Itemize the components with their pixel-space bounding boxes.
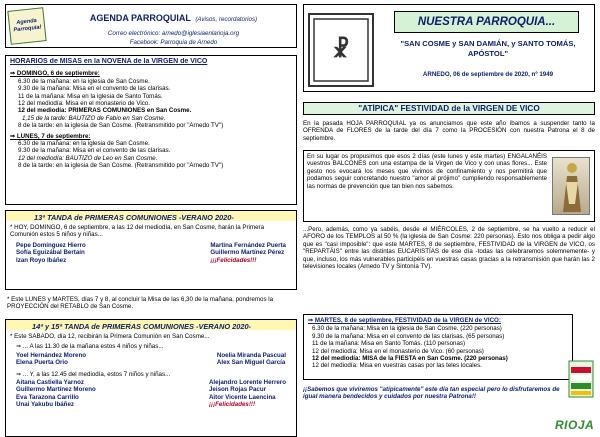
retablo-note: * Este LUNES y MARTES, días 7 y 8, al concluir la Misa de las 6,30 de la mañana, pondremos la PROYECCIÓN del RETABLO de San Cosme. [7, 296, 274, 311]
svg-text:☧: ☧ [332, 37, 350, 62]
parish-title: NUESTRA PARROQUIA... [417, 16, 556, 28]
list-item: Pepe Domínguez Hierro [16, 241, 86, 249]
agenda-logo [7, 7, 46, 45]
arrow-right-icon: ⇒ [16, 343, 23, 351]
rioja-watermark: RIOJA [555, 418, 595, 432]
tanda13-heading: 13ª TANDA de PRIMERAS COMUNIONES -VERANO 2020- [34, 213, 234, 222]
agenda-title: AGENDA PARROQUIAL [89, 13, 191, 23]
rioja-logo [567, 359, 595, 399]
parish-name: "SAN COSME y SAN DAMIÁN, y SANTO TOMÁS, APÓSTOL" [400, 39, 576, 58]
balcones-paragraph: En su lugar os propusimos que esos 2 días (este lunes y este martes) ENGALANÉIS vuestros BALCONES con una estampa de la Virgen de Vico y con unas flores... Este gesto nos evocará los meses que vivimos de confinamiento y nos permitirá que podamos seguir concretando nuestro "amor al prójimo" cumpliendo responsablemente las normas de prevención que tan bien nos sabemos. [307, 153, 547, 190]
list-item: Elena Puerta Orio [16, 359, 68, 367]
list-item: Guillermo Martínez Moreno [16, 386, 96, 394]
list-item: 9.30 de la mañana: Misa en el convento de las clarisas. [18, 85, 171, 93]
virgin-image [552, 157, 590, 215]
list-item: 12 del mediodía: BAUTIZO de Leo en San Cosme. [18, 154, 158, 162]
rioja-flag-icon [567, 359, 595, 399]
tanda14-names2 [10, 378, 292, 410]
list-item: 6.30 de la mañana: Misa en la iglesia de San Cosme. (220 personas) [312, 325, 502, 333]
tanda14-intro: * Este SÁBADO, día 12, recibirán la Primera Comunión en San Cosme... [10, 333, 210, 340]
aforo-paragraph: ...Pero, además, como ya sabéis, desde el MIÉRCOLES, 2 de septiembre, se ha vuelto a reducir el AFORO de los TEMPLOS al 50 % (la iglesia de San Cosme: 220 personas). Esto nos obliga a pedir algo que es "casi imposible": que este MARTES, 8 de septiembre, FESTIVIDAD de la VIRGEN de VICO, os "REPARTÁIS" entre las distintas EUCARISTÍAS de ese día -todas las celebraremos solemnemente- y que, incluso, los más vulnerables participéis en vuestras casas gracias a la retransmisión que harán las 2 televisiones locales (Arnedo TV y Sintonía TV). [303, 226, 595, 271]
martes-title: ⇒ MARTES, 8 de septiembre, FESTIVIDAD de la VIRGEN de VICO: [308, 317, 501, 324]
list-item: ¡¡¡Felicidades!!! [210, 256, 257, 264]
list-item: 8 de la tarde: en la iglesia de San Cosme. (Retransmitido por "Arnedo TV") [18, 122, 224, 130]
domingo-list [10, 78, 292, 130]
parish-logo [308, 13, 374, 87]
arrow-right-icon: ⇒ [10, 132, 17, 140]
list-item: Sofía Eguizábal Bertaín [16, 249, 85, 257]
list-item: 1,15 de la tarde: BAUTIZO de Fabio en San Cosme. [22, 114, 166, 122]
parish-seal-icon [310, 15, 372, 85]
arrow-right-icon: ⇒ [308, 317, 315, 324]
tanda14-names1 [10, 351, 292, 368]
agenda-facebook: Facebook: Parroquia de Arnedo [129, 39, 218, 47]
list-item: Alejandro Lorente Herrero [208, 379, 286, 387]
tanda14-sub1: ⇒ ... A las 11.30 de la mañana estos 4 niños y niñas... [16, 343, 164, 351]
list-item: 9.30 de la mañana: Misa en el convento de las clarisas. (65 personas) [312, 332, 505, 340]
tanda14-sub2: ⇒ ... Y, a las 12.45 del mediodía, estos 7 niños y niñas... [16, 370, 171, 378]
list-item: 12 del mediodía: Misa en el monasterio de Vico. [18, 100, 150, 108]
list-item: Jeison Rojas Pacur [208, 386, 267, 394]
list-item: Alex San Miguel García [216, 359, 286, 367]
tanda13-box [5, 210, 297, 290]
list-item: ¡¡¡Felicidades!!! [208, 401, 256, 409]
agenda-subtitle: (Avisos, recordatorios) [195, 16, 258, 23]
list-item: 6.30 de la mañana: en la iglesia de San Cosme. [18, 77, 150, 85]
horarios-box [5, 55, 297, 205]
tanda13-names [10, 242, 292, 264]
fest-heading-box [303, 102, 595, 115]
domingo-title: ⇒ DOMINGO, 6 de septiembre: [10, 70, 100, 78]
list-item: 11 de la mañana: Misa en Santo Tomás. (110 personas) [312, 340, 466, 348]
list-item: 8 de la tarde: en la iglesia de San Cosme. (Retransmitido por "Arnedo TV") [18, 162, 224, 170]
list-item: 12 del mediodía: MISA de la FIESTA en San Cosme. (220 personas) [312, 355, 508, 363]
martes-box [303, 314, 573, 380]
list-item: 11 de la mañana: Misa en la iglesia de Santo Tomás. [18, 92, 163, 100]
list-item: Unai Yakubu Ibáñez [16, 401, 74, 409]
balcones-box [303, 150, 595, 222]
list-item: Izan Royo Ibáñez [16, 256, 67, 264]
list-item: Eva Tarazona Carrillo [16, 393, 79, 401]
list-item: 12 del mediodía: PRIMERAS COMUNIONES en San Cosme. [18, 107, 192, 115]
agenda-email: Correo electrónico: arnedo@iglesiaenlarioja.org [107, 30, 240, 37]
agenda-header [5, 4, 297, 48]
list-item: Yoel Hernández Moreno [16, 351, 87, 359]
list-item: Guillermo Martínez Pérez [210, 249, 285, 257]
closing-text: ¡¡Sabemos que viviremos "atípicamente" este día tan especial pero lo disfrutaremos de igual manera bendecidos y cuidados por nuestra Patrona!! [303, 386, 560, 401]
issue-date: ARNEDO, 06 de septiembre de 2020, nº 1949 [422, 71, 554, 78]
tanda14-heading: 14ª y 15ª TANDA de PRIMERAS COMUNIONES -VERANO 2020- [32, 322, 252, 331]
fest-heading: "ATÍPICA" FESTIVIDAD de la VIRGEN DE VICO [358, 104, 540, 113]
list-item: 6.30 de la mañana: en la iglesia de San Cosme. [18, 140, 150, 148]
intro-paragraph: En la pasada HOJA PARROQUIAL ya os anunciamos que este año íbamos a suspender tanto la OFRENDA de FLORES de la tarde del día 7 como la PROCESIÓN con nuestra Patrona el 8 de septiembre. [303, 120, 595, 142]
lunes-title: ⇒ LUNES, 7 de septiembre: [10, 132, 91, 140]
list-item: Martina Fernández Puerta [210, 241, 286, 249]
list-item: 9.30 de la mañana: Misa en el convento de las clarisas. [18, 147, 171, 155]
virgin-statue-icon [553, 158, 591, 216]
agenda-logo-text: Agenda Parroquial [13, 17, 42, 34]
parish-header [303, 4, 595, 92]
list-item: Noelia Miranda Pascual [216, 351, 286, 359]
lunes-list [10, 140, 292, 170]
tanda13-intro: * HOY, DOMINGO, 6 de septiembre, a las 12 del mediodía, en San Cosme, harán la Primera Comunión estos 5 niños y niñas... [10, 224, 265, 239]
horarios-heading: HORARIOS de MISAS en la NOVENA de la VIRGEN de VICO [10, 58, 208, 65]
list-item: Aitor Vicente Laencina [208, 393, 276, 401]
tanda14-box [5, 319, 297, 437]
martes-list [308, 325, 568, 369]
list-item: 12 del mediodía: Misa en el monasterio de Vico. (60 personas) [312, 347, 484, 355]
list-item: 12 del mediodía: Misa en vuestras casas por las teles locales. [312, 362, 482, 370]
list-item: Aitana Castiella Yarnoz [16, 379, 84, 387]
arrow-right-icon: ⇒ [10, 70, 17, 78]
arrow-right-icon: ⇒ [16, 370, 23, 378]
